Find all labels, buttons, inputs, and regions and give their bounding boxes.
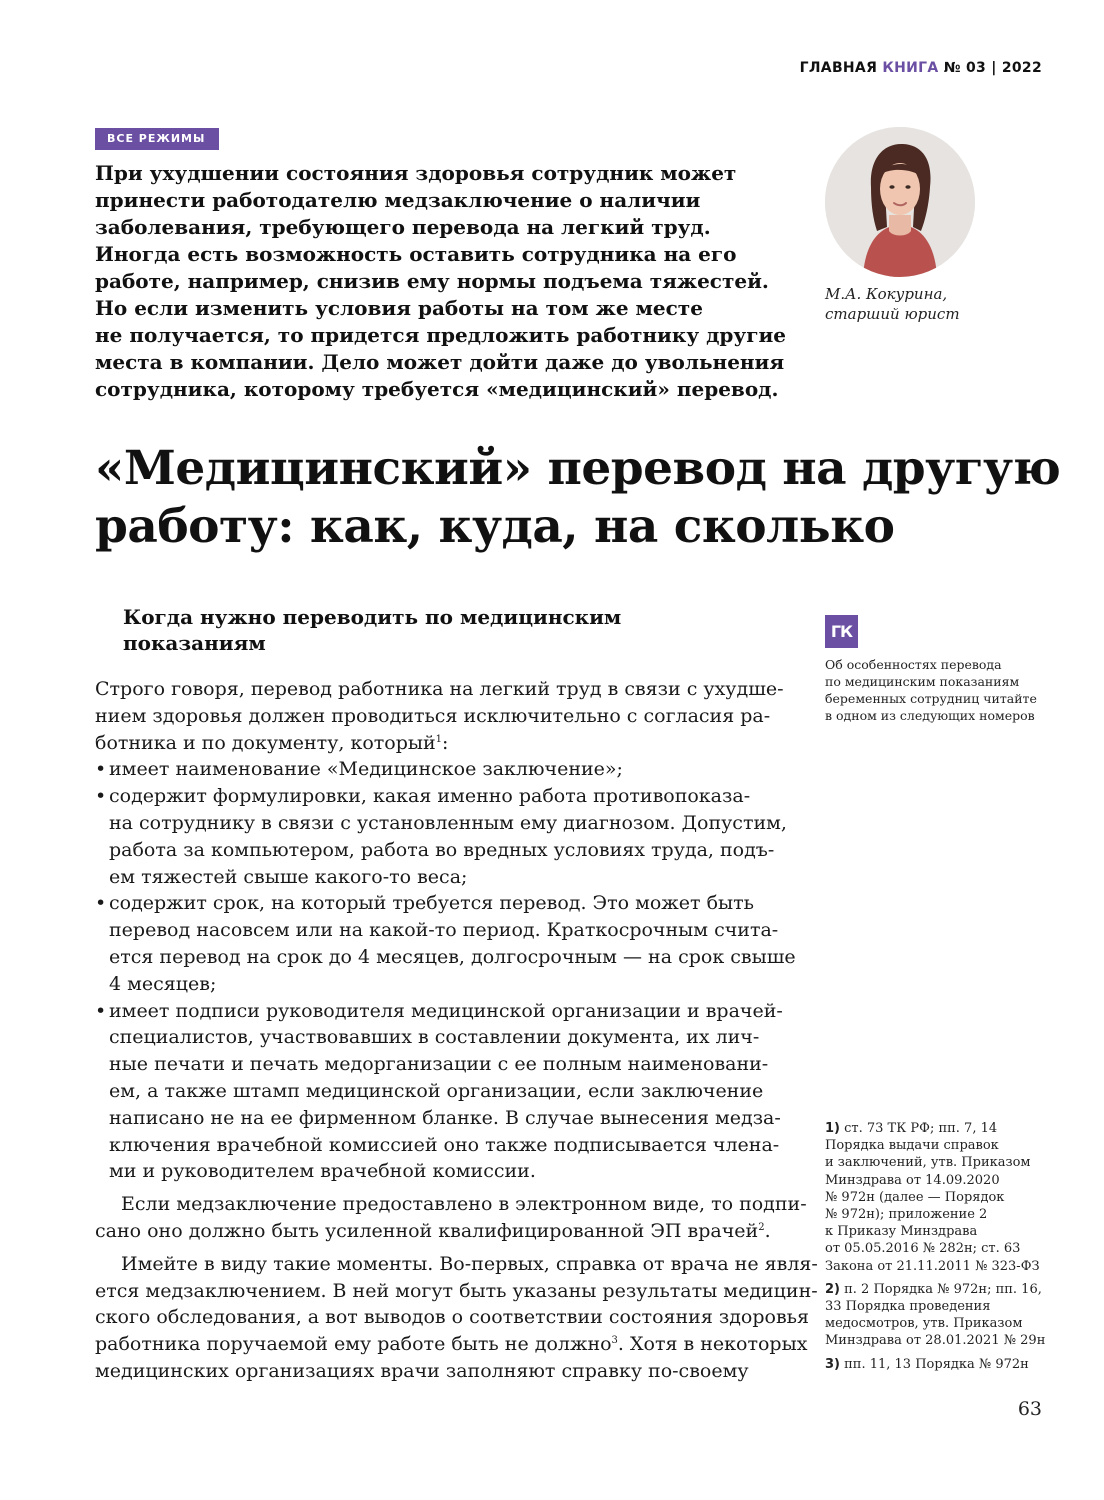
body-line: • содержит срок, на который требуется перевод. Это может быть [109, 892, 754, 915]
footnote-line: № 972н); приложение 2 [825, 1207, 988, 1223]
body-line: ключения врачебной комиссией оно также подписывается члена- [109, 1133, 780, 1156]
footnote-ref: 1 [435, 733, 443, 745]
category-badge: ВСЕ РЕЖИМЫ [95, 128, 219, 150]
body-line: перевод насовсем или на какой-то период. Краткосрочным счита- [109, 919, 779, 942]
footnote-number: 1) [825, 1121, 840, 1136]
author-photo [825, 127, 975, 277]
title-line: «Медицинский» перевод на другую [95, 441, 1061, 496]
footnote-line: 33 Порядка проведения [825, 1299, 991, 1315]
lead-line: заболевания, требующего перевода на легкий труд. [95, 215, 711, 239]
body-line: на сотруднику в связи с установленным ему диагнозом. Допустим, [109, 811, 787, 834]
footnotes [825, 1120, 1045, 1379]
title-line: работу: как, куда, на сколько [95, 499, 895, 554]
body-line: Строго говоря, перевод работника на легкий труд в связи с ухудше- [95, 678, 784, 700]
footnote-line [825, 1120, 1045, 1137]
body-text: : [442, 731, 449, 754]
body-line: Имейте в виду такие моменты. Во-первых, справка от врача не явля- [121, 1252, 818, 1275]
body-text: работника поручаемой ему работе быть не должно [95, 1333, 612, 1356]
lead-line: принести работодателю медзаключение о наличии [95, 188, 701, 212]
author-name: М.А. Кокурина, [825, 285, 948, 303]
footnote-line [825, 1356, 1045, 1373]
section-heading [123, 604, 621, 656]
brand-name: ГЛАВНАЯ [799, 60, 878, 76]
footnote-ref: 2 [758, 1221, 765, 1233]
body-line: работа за компьютером, работа во вредных условиях труда, подъ- [109, 838, 775, 861]
author-position: старший юрист [825, 305, 960, 323]
article-title [95, 440, 1061, 556]
footnote-number: 3) [825, 1356, 840, 1372]
footnote-line: к Приказу Минздрава [825, 1224, 978, 1240]
footnote [825, 1120, 1045, 1275]
body-line: • имеет подписи руководителя медицинской организации и врачей- [109, 999, 783, 1022]
body-line: ется медзаключением. В ней могут быть указаны результаты медицин- [95, 1279, 818, 1302]
body-line: ем тяжестей свыше какого-то веса; [109, 865, 468, 888]
footnote [825, 1356, 1045, 1373]
footnote-text: п. 2 Порядка № 972н; пп. 16, [840, 1281, 1042, 1297]
body-text: . Хотя в некоторых [617, 1333, 808, 1356]
body-line: ем, а также штамп медицинской организации, если заключение [109, 1079, 764, 1102]
footnote-ref: 3 [611, 1335, 618, 1347]
footnote-line: Закона от 21.11.2011 № 323-ФЗ [825, 1258, 1040, 1274]
body-text: сано оно должно быть усиленной квалифицированной ЭП врачей [95, 1219, 759, 1242]
body-line: ми и руководителем врачебной комиссии. [109, 1160, 536, 1183]
brand-name-accent: КНИГА [882, 60, 939, 76]
body-line [95, 1331, 808, 1358]
footnote-line: от 05.05.2016 № 282н; ст. 63 [825, 1241, 1021, 1257]
body-line: ского обследования, а вот выводов о соответствии состояния здоровья [95, 1306, 809, 1329]
footnote-line: Минздрава от 14.09.2020 [825, 1172, 1000, 1188]
footnote-line: № 972н (далее — Порядок [825, 1189, 1005, 1205]
body-line: нием здоровья должен проводиться исключительно с согласия ра- [95, 704, 771, 727]
lead-line: не получается, то придется предложить работнику другие [95, 323, 787, 347]
body-line [95, 1218, 775, 1245]
footnote-line: и заключений, утв. Приказом [825, 1155, 1031, 1171]
lead-line: работе, например, снизив ему нормы подъема тяжестей. [95, 269, 769, 293]
issue-number: № 03 | 2022 [943, 60, 1042, 76]
article-body [95, 676, 818, 1385]
body-line: ные печати и печать медорганизации с ее полным наименовани- [109, 1053, 769, 1076]
body-line: ется перевод на срок до 4 месяцев, долгосрочным — на срок свыше [109, 945, 796, 968]
footnote-number: 2) [825, 1281, 840, 1297]
body-line: специалистов, участвовавших в составлении документа, их лич- [109, 1026, 760, 1049]
footnote-line [825, 1281, 1045, 1298]
side-note-line: в одном из следующих номеров [825, 708, 1035, 723]
list-item [95, 783, 787, 890]
body-line: Если медзаключение предоставлено в электронном виде, то подпи- [121, 1193, 807, 1216]
author-portrait-illustration [825, 127, 975, 277]
side-note [825, 656, 1037, 724]
lead-line: сотрудника, которому требуется «медицинский» перевод. [95, 377, 779, 401]
side-note-line: беременных сотрудниц читайте [825, 691, 1037, 706]
list-item [95, 890, 796, 997]
paragraph [95, 1251, 818, 1385]
side-note-line: по медицинским показаниям [825, 674, 1020, 689]
page-number: 63 [1017, 1398, 1042, 1420]
footnote-text: пп. 11, 13 Порядка № 972н [840, 1356, 1029, 1372]
body-line: • содержит формулировки, какая именно работа противопоказа- [109, 785, 751, 808]
paragraph [95, 1191, 807, 1245]
body-line: медицинских организациях врачи заполняют справку по-своему [95, 1359, 749, 1382]
author-caption [825, 284, 960, 324]
body-text: . [764, 1219, 771, 1242]
section-heading-line: показаниям [123, 631, 266, 655]
footnote-text: ст. 73 ТК РФ; пп. 7, 14 [840, 1121, 998, 1136]
footnote-line: медосмотров, утв. Приказом [825, 1316, 1023, 1332]
lead-line: места в компании. Дело может дойти даже до увольнения [95, 350, 785, 374]
footnote-line: Порядка выдачи справок [825, 1138, 999, 1154]
list-item [95, 756, 775, 783]
lead-line: Но если изменить условия работы на том же месте [95, 296, 703, 320]
list-item [95, 998, 783, 1186]
gk-logo-icon: ГК [825, 615, 858, 648]
body-line: 4 месяцев; [109, 972, 217, 995]
footnote [825, 1281, 1045, 1350]
lead-paragraph [95, 160, 787, 403]
side-note-line: Об особенностях перевода [825, 657, 1002, 672]
lead-line: При ухудшении состояния здоровья сотрудник может [95, 161, 737, 185]
footnote-line: Минздрава от 28.01.2021 № 29н [825, 1333, 1046, 1349]
body-line: написано не на ее фирменном бланке. В случае вынесения медза- [109, 1106, 781, 1129]
body-text: ботника и по документу, который [95, 731, 436, 754]
section-heading-line: Когда нужно переводить по медицинским [123, 605, 622, 629]
body-line: • имеет наименование «Медицинское заключение»; [109, 758, 623, 781]
magazine-header [800, 60, 1042, 76]
body-line [95, 730, 775, 757]
lead-line: Иногда есть возможность оставить сотрудника на его [95, 242, 737, 266]
